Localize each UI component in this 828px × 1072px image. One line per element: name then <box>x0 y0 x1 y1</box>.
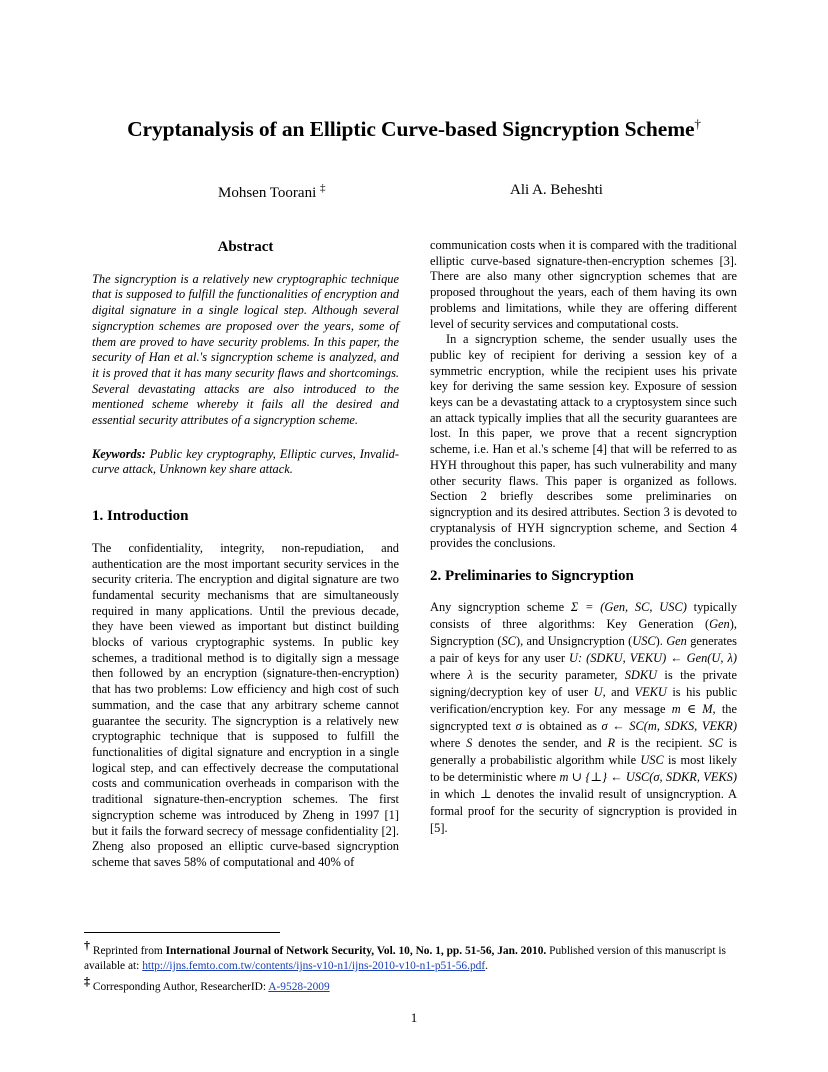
footnote-1-source: International Journal of Network Security, Vol. 10, No. 1, pp. 51-56, Jan. 2010. <box>165 944 547 957</box>
prelim-seg: in which <box>430 786 480 801</box>
abstract-text: The signcryption is a relatively new cryptographic technique that is supposed to fulfill the functionalities of encryption and digital signature in a single logical step. Although several signcryption schemes are proposed over the years, some of them are proved to have security problems. In this paper, the security of Han et al.'s signcryption scheme is analyzed, and it is proved that it has many security flaws and shortcomings. Several devastating attacks are also introduced to the mentioned scheme whereby it fails all the desired and essential security attributes of a signcryption scheme. <box>92 271 399 428</box>
prelim-seg: is his public verification/encryption key. For any message <box>430 684 737 716</box>
prelim-seg: is obtained as <box>521 718 602 733</box>
page-number: 1 <box>410 1010 418 1025</box>
left-column <box>92 240 399 871</box>
keywords-label: Keywords: <box>92 446 146 461</box>
prelim-heading: 2. Preliminaries to Signcryption <box>430 568 634 585</box>
symbol-u: U: <box>569 650 583 665</box>
footnote-divider <box>84 932 280 933</box>
title-footnote-mark: † <box>694 116 701 131</box>
symbol-sc: SC <box>501 633 516 648</box>
prelim-seg: where <box>430 735 467 750</box>
prelim-seg: typically consists of three algorithms: Key Generation ( <box>430 599 738 631</box>
intro-text: The confidentiality, integrity, non-repudiation, and authentication are the most important security services in the security criteria. The encryption and digital signature are two fundamental security mechanisms that are simultaneously required in many applications. Until the previous decade, they have been viewed as important but distinct building blocks of various cryptographic systems. In public key schemes, a traditional method is to digitally sign a message then followed by an encryption (signature-then-encryption) that has two problems: Low efficiency and high cost of such summation, and the case that any arbitrary scheme cannot guarantee the security. The signcryption is a relatively new cryptographic technique that is supposed to fulfill the functionalities of digital signature and encryption in a single logical step, and can effectively decrease the computational costs and communication overheads in comparison with the traditional signature-then-encryption schemes. The first signcryption scheme was introduced by Zheng in 1997 [1] but it fails the forward secrecy of message confidentiality [2]. Zheng also proposed an elliptic curve-based signcryption scheme that saves 58% of computational and 40% of <box>92 540 399 869</box>
author-1-name: Mohsen Toorani <box>218 185 317 201</box>
intro-heading: 1. Introduction <box>92 508 189 525</box>
right-paragraph-1: communication costs when it is compared with the traditional elliptic curve-based signature-then-encryption schemes [3]. There are also many other signcryption schemes that are proposed throughout the years, each of them having its own problems and limitations, while they are offering different level of security services and computational costs. <box>430 238 737 331</box>
prelim-seg: is the private signing/decryption key of user <box>430 667 737 699</box>
published-version-link[interactable]: http://ijns.femto.com.tw/contents/ijns-v10-n1/ijns-2010-v10-n1-p51-56.pdf <box>142 959 486 972</box>
formula-sdk: SDKU <box>624 667 658 682</box>
footnote-2-pre: Corresponding Author, ResearcherID: <box>90 980 269 993</box>
author-2-name: Ali A. Beheshti <box>510 182 603 198</box>
symbol-sc: SC <box>708 735 723 750</box>
formula-keygen: (SDKU, VEKU) ← Gen(U, λ) <box>586 650 737 665</box>
formula-message: m ∈ M, <box>671 701 716 716</box>
footnotes <box>84 938 748 995</box>
symbol-u: U, <box>593 684 606 699</box>
footnote-1-end: . <box>485 959 489 972</box>
prelim-seg: ). <box>655 633 667 648</box>
formula-signcrypt: σ ← SC(m, SDKS, VEKR) <box>601 718 737 733</box>
keywords-text: Public key cryptography, Elliptic curves, Invalid-curve attack, Unknown key share attack. <box>92 446 399 477</box>
prelim-seg: Any signcryption scheme <box>430 599 571 614</box>
formula-sigma-def: Σ = (Gen, SC, USC) <box>570 599 687 614</box>
symbol-gen: Gen <box>709 616 730 631</box>
prelim-seg: is generally a probabilistic algorithm while <box>430 735 737 767</box>
prelim-seg: is most likely to be deterministic where <box>430 752 738 784</box>
right-column <box>430 238 737 837</box>
prelim-seg: ), and Unsigncryption ( <box>515 633 633 648</box>
symbol-bottom: ⊥ <box>479 786 492 801</box>
paper-title-text: Cryptanalysis of an Elliptic Curve-based Signcryption Scheme <box>127 117 695 142</box>
author-1-mark: ‡ <box>320 182 326 194</box>
prelim-seg: is the security parameter, <box>473 667 625 682</box>
author-2 <box>510 182 603 199</box>
symbol-s: S <box>466 735 473 750</box>
prelim-seg: is the recipient. <box>615 735 709 750</box>
author-1 <box>218 182 326 202</box>
researcher-id-link[interactable]: A-9528-2009 <box>268 980 330 993</box>
formula-unsigncrypt: m ∪ {⊥} ← USC(σ, SDKR, VEKS) <box>559 769 737 784</box>
footnote-2 <box>84 974 748 995</box>
symbol-r: R <box>607 735 616 750</box>
symbol-gen: Gen <box>666 633 687 648</box>
keywords <box>92 447 399 478</box>
prelim-seg: denotes the sender, and <box>472 735 608 750</box>
prelim-text <box>430 599 737 837</box>
symbol-usc: USC <box>632 633 656 648</box>
footnote-1-pre: Reprinted from <box>90 944 166 957</box>
footnote-1-mark: † <box>84 938 90 952</box>
prelim-seg: denotes the invalid result of unsigncryption. A formal proof for the security of signcryption is provided in [5]. <box>430 786 737 835</box>
right-paragraph-2: In a signcryption scheme, the sender usually uses the public key of recipient for deriving a session key of a symmetric encryption, while the recipient uses his private key for deriving the same session key. Exposure of session keys can be a devastating attack to a cryptosystem since such an attack typically implies that all the security guarantees are lost. In this paper, we prove that a recent signcryption scheme, i.e. Han et al.'s scheme [4] that will be referred to as HYH throughout this paper, has such vulnerability and many other security flaws. This paper is organized as follows. Section 2 briefly describes some preliminaries on signcryption and its desired attributes. Section 3 is devoted to cryptanalysis of HYH signcryption scheme, and Section 4 provides the conclusions. <box>430 332 737 551</box>
symbol-lambda: λ <box>467 667 474 682</box>
footnote-2-mark: ‡ <box>84 973 90 988</box>
symbol-sigma: σ <box>515 718 522 733</box>
footnote-1-mid: Published version of this manuscript is available at: <box>84 944 726 972</box>
abstract-heading: Abstract <box>217 239 274 255</box>
prelim-seg: and <box>605 684 635 699</box>
paper-title <box>60 116 768 142</box>
footnote-1 <box>84 938 748 974</box>
prelim-seg: the signcrypted text <box>430 701 737 733</box>
prelim-seg: ), Signcryption ( <box>430 616 737 648</box>
symbol-usc: USC <box>640 752 664 767</box>
prelim-seg: where <box>430 667 468 682</box>
formula-vek: VEKU <box>634 684 667 699</box>
prelim-seg: generates a pair of keys for any user <box>430 633 737 665</box>
